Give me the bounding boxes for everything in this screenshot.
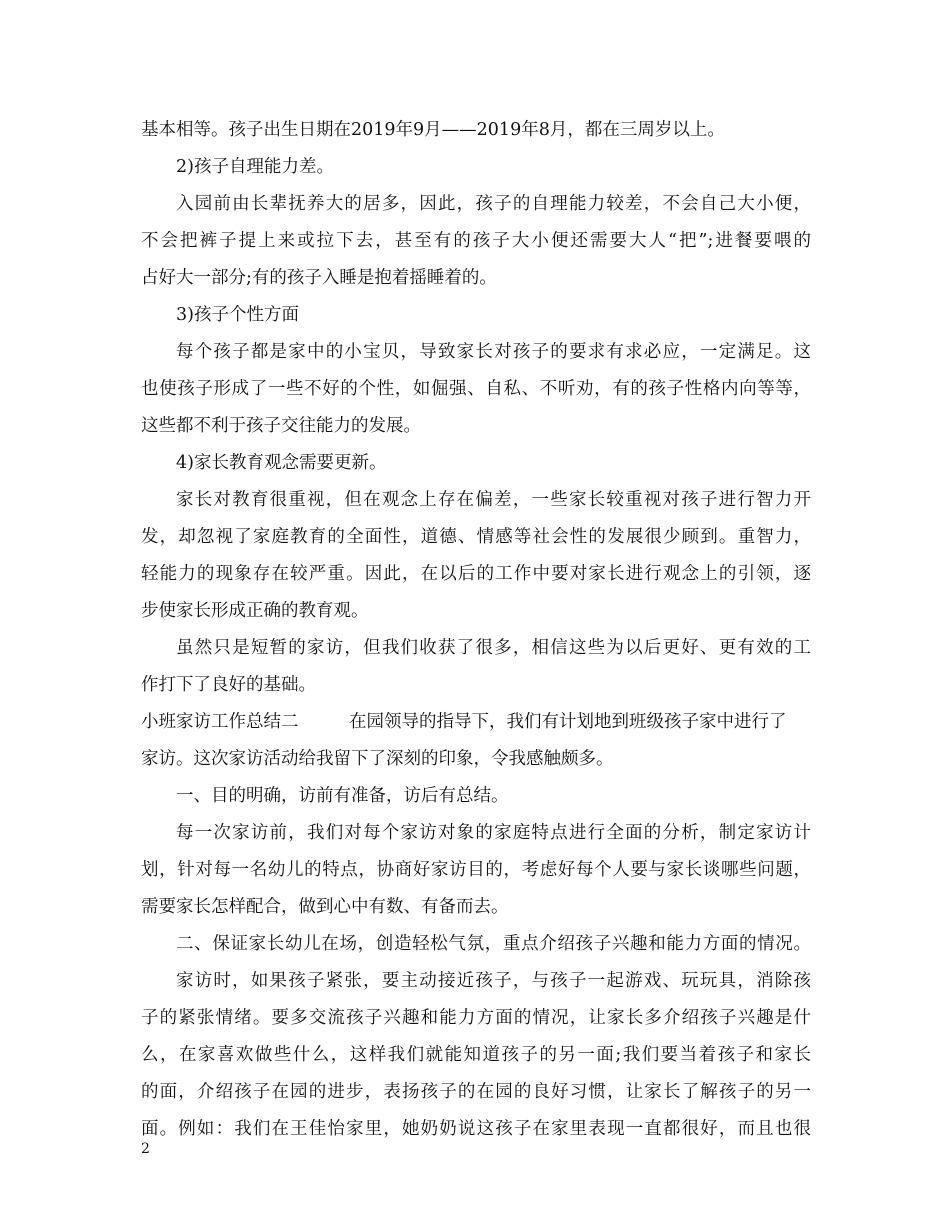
text-line: 作打下了良好的基础。 (141, 675, 316, 695)
text-line: 2)孩子自理能力差。 (176, 157, 334, 177)
text-line: 二、保证家长幼儿在场，创造轻松气氛，重点介绍孩子兴趣和能力方面的情况。 (176, 934, 811, 954)
text-line: 家长对教育很重视，但在观念上存在偏差，一些家长较重视对孩子进行智力开 (176, 490, 811, 510)
text-line: 每个孩子都是家中的小宝贝，导致家长对孩子的要求有求必应，一定满足。这 (176, 342, 811, 362)
text-line: 虽然只是短暂的家访，但我们收获了很多，相信这些为以后更好、更有效的工 (176, 638, 811, 658)
text-line: 需要家长怎样配合，做到心中有数、有备而去。 (141, 897, 509, 917)
section-heading-line (141, 710, 787, 734)
text-line: 发，却忽视了家庭教育的全面性，道德、情感等社会性的发展很少顾到。重智力， (141, 527, 811, 547)
text-line: 步使家长形成正确的教育观。 (141, 601, 369, 621)
section-heading: 小班家访工作总结二 (141, 712, 299, 732)
text-line: 3)孩子个性方面 (176, 305, 299, 325)
text-line: 家访。这次家访活动给我留下了深刻的印象，令我感触颇多。 (141, 749, 614, 769)
text-line: 基本相等。孩子出生日期在2019年9月——2019年8月，都在三周岁以上。 (141, 120, 725, 140)
text-line: 每一次家访前，我们对每个家访对象的家庭特点进行全面的分析，制定家访计 (176, 823, 811, 843)
text-line: 这些都不利于孩子交往能力的发展。 (141, 416, 421, 436)
text-line: 占好大一部分;有的孩子入睡是抱着摇睡着的。 (141, 268, 497, 288)
text-line: 4)家长教育观念需要更新。 (176, 453, 387, 473)
text-line: 子的紧张情绪。要多交流孩子兴趣和能力方面的情况，让家长多介绍孩子兴趣是什 (141, 1008, 811, 1028)
text-line: 的面，介绍孩子在园的进步，表扬孩子的在园的良好习惯，让家长了解孩子的另一 (141, 1082, 811, 1102)
text-line: 轻能力的现象存在较严重。因此，在以后的工作中要对家长进行观念上的引领，逐 (141, 564, 811, 584)
text-line: 家访时，如果孩子紧张，要主动接近孩子，与孩子一起游戏、玩玩具，消除孩 (176, 971, 811, 991)
text-line: 面。例如：我们在王佳怡家里，她奶奶说这孩子在家里表现一直都很好，而且也很 (141, 1119, 811, 1139)
text-line: 在园领导的指导下，我们有计划地到班级孩子家中进行了 (349, 712, 787, 732)
text-line: 么，在家喜欢做些什么，这样我们就能知道孩子的另一面;我们要当着孩子和家长 (141, 1045, 811, 1065)
text-line: 划，针对每一名幼儿的特点，协商好家访目的，考虑好每个人要与家长谈哪些问题， (141, 860, 811, 880)
text-line: 一、目的明确，访前有准备，访后有总结。 (176, 786, 509, 806)
text-line: 也使孩子形成了一些不好的个性，如倔强、自私、不听劝，有的孩子性格内向等等， (141, 379, 811, 399)
page-number: 2 (141, 1141, 150, 1157)
text-line: 不会把裤子提上来或拉下去，甚至有的孩子大小便还需要大人“把”;进餐要喂的 (141, 231, 811, 251)
text-line: 入园前由长辈抚养大的居多，因此，孩子的自理能力较差，不会自己大小便， (176, 194, 811, 214)
